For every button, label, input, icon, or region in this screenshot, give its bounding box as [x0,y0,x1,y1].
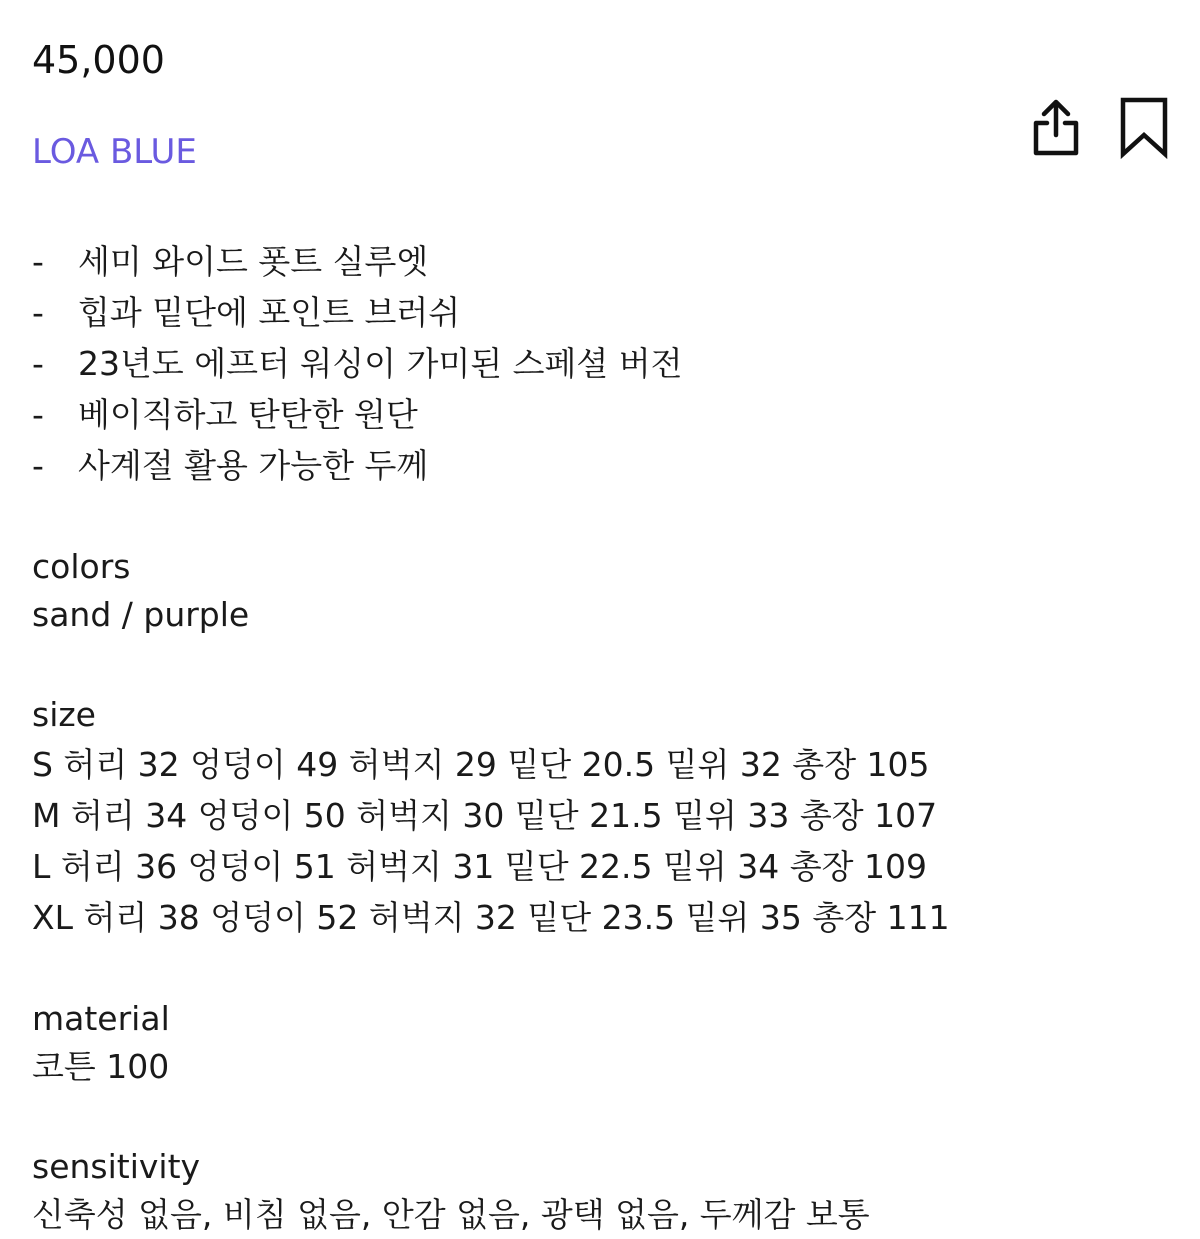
feature-text: 베이직하고 탄탄한 원단 [78,395,418,434]
feature-text: 힙과 밑단에 포인트 브러쉬 [78,293,461,332]
colors-value: sand / purple [32,595,250,634]
material-value: 코튼 100 [32,1047,170,1086]
bullet-marker: - [32,395,44,434]
feature-list [32,236,1172,491]
description [32,236,1172,1239]
spacer [32,491,1172,543]
spacer [32,1091,1172,1143]
size-row: S 허리 32 엉덩이 49 허벅지 29 밑단 20.5 밑위 32 총장 105 [32,745,930,784]
share-icon [1030,97,1082,157]
list-item [32,440,1172,491]
share-button[interactable] [1027,96,1085,158]
size-heading: size [32,695,96,734]
colors-heading: colors [32,547,131,586]
bullet-marker: - [32,293,44,332]
list-item [32,389,1172,440]
brand-link[interactable]: LOA BLUE [32,132,197,172]
feature-text: 사계절 활용 가능한 두께 [78,446,429,485]
list-item [32,287,1172,338]
feature-text: 세미 와이드 폿트 실루엣 [78,242,429,281]
sensitivity-heading: sensitivity [32,1147,201,1186]
bullet-marker: - [32,242,44,281]
bookmark-icon [1118,97,1170,157]
spacer [32,943,1172,995]
bullet-marker: - [32,446,44,485]
size-row: M 허리 34 엉덩이 50 허벅지 30 밑단 21.5 밑위 33 총장 107 [32,796,938,835]
spacer [32,639,1172,691]
bullet-marker: - [32,344,44,383]
feature-text: 23년도 에프터 워싱이 가미된 스페셜 버전 [78,344,683,383]
size-row: XL 허리 38 엉덩이 52 허벅지 32 밑단 23.5 밑위 35 총장 111 [32,898,950,937]
list-item [32,338,1172,389]
size-row: L 허리 36 엉덩이 51 허벅지 31 밑단 22.5 밑위 34 총장 109 [32,847,927,886]
material-heading: material [32,999,170,1038]
list-item [32,236,1172,287]
sensitivity-value: 신축성 없음, 비침 없음, 안감 없음, 광택 없음, 두께감 보통 [32,1195,870,1234]
price: 45,000 [32,38,165,82]
bookmark-button[interactable] [1115,96,1173,158]
